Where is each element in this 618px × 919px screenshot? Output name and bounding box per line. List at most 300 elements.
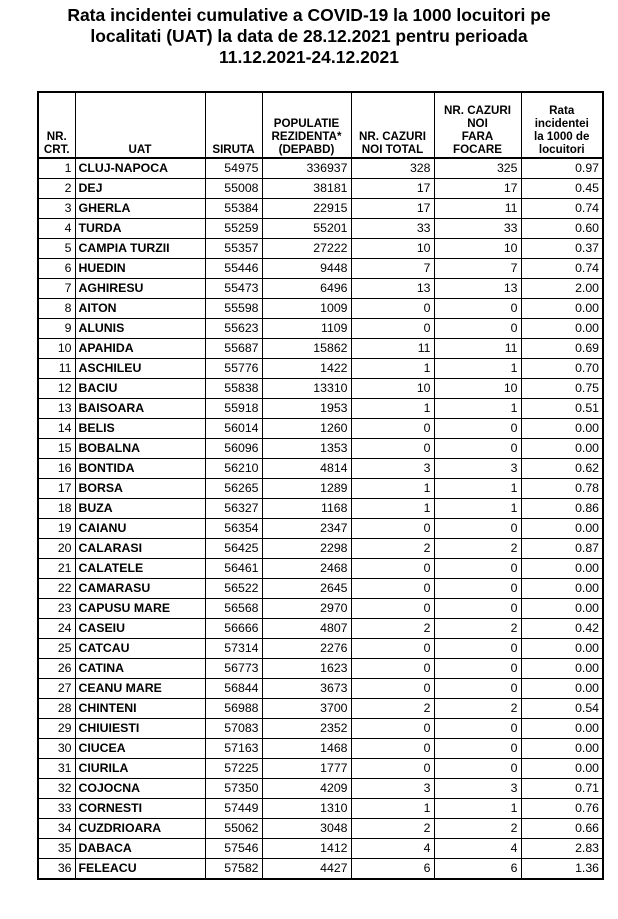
cell-cazuri-fara-focare: 2 (434, 619, 521, 639)
cell-cazuri-fara-focare: 10 (434, 379, 521, 399)
cell-nr-crt: 2 (38, 179, 75, 199)
cell-cazuri-total: 10 (351, 379, 434, 399)
cell-siruta: 56461 (205, 559, 262, 579)
cell-cazuri-fara-focare: 13 (434, 279, 521, 299)
cell-uat: GHERLA (75, 199, 205, 219)
table-row (38, 579, 603, 599)
cell-rata: 0.00 (521, 719, 603, 739)
cell-nr-crt: 25 (38, 639, 75, 659)
cell-rata: 0.00 (521, 639, 603, 659)
cell-cazuri-total: 4 (351, 839, 434, 859)
cell-cazuri-total: 10 (351, 239, 434, 259)
cell-nr-crt: 19 (38, 519, 75, 539)
cell-uat: CUZDRIOARA (75, 819, 205, 839)
cell-cazuri-fara-focare: 11 (434, 339, 521, 359)
cell-rata: 0.62 (521, 459, 603, 479)
cell-nr-crt: 33 (38, 799, 75, 819)
cell-cazuri-total: 2 (351, 619, 434, 639)
cell-cazuri-total: 7 (351, 259, 434, 279)
cell-siruta: 57163 (205, 739, 262, 759)
cell-rata: 0.00 (521, 439, 603, 459)
header-text-line: Rata (549, 104, 575, 117)
cell-uat: ASCHILEU (75, 359, 205, 379)
table-row (38, 379, 603, 399)
cell-uat: CAMPIA TURZII (75, 239, 205, 259)
table-body (38, 158, 603, 879)
cell-populatie: 6496 (262, 279, 351, 299)
header-rata (521, 92, 603, 158)
header-text-line: POPULATIE (273, 117, 340, 130)
cell-cazuri-total: 0 (351, 639, 434, 659)
cell-nr-crt: 14 (38, 419, 75, 439)
cell-populatie: 4209 (262, 779, 351, 799)
cell-rata: 0.74 (521, 199, 603, 219)
cell-rata: 0.66 (521, 819, 603, 839)
cell-nr-crt: 8 (38, 299, 75, 319)
cell-cazuri-total: 0 (351, 579, 434, 599)
cell-nr-crt: 23 (38, 599, 75, 619)
cell-cazuri-fara-focare: 0 (434, 439, 521, 459)
cell-uat: CAIANU (75, 519, 205, 539)
cell-rata: 0.00 (521, 419, 603, 439)
cell-cazuri-fara-focare: 1 (434, 799, 521, 819)
cell-cazuri-total: 11 (351, 339, 434, 359)
cell-nr-crt: 16 (38, 459, 75, 479)
cell-siruta: 55623 (205, 319, 262, 339)
cell-populatie: 4807 (262, 619, 351, 639)
cell-siruta: 55259 (205, 219, 262, 239)
table-row (38, 539, 603, 559)
cell-siruta: 56568 (205, 599, 262, 619)
cell-populatie: 2645 (262, 579, 351, 599)
table-row (38, 599, 603, 619)
cell-uat: BUZA (75, 499, 205, 519)
cell-nr-crt: 7 (38, 279, 75, 299)
cell-siruta: 55384 (205, 199, 262, 219)
cell-cazuri-fara-focare: 0 (434, 559, 521, 579)
cell-siruta: 56327 (205, 499, 262, 519)
cell-nr-crt: 6 (38, 259, 75, 279)
table-row (38, 279, 603, 299)
cell-populatie: 1422 (262, 359, 351, 379)
cell-rata: 2.83 (521, 839, 603, 859)
cell-cazuri-fara-focare: 0 (434, 759, 521, 779)
cell-cazuri-fara-focare: 0 (434, 719, 521, 739)
cell-siruta: 55598 (205, 299, 262, 319)
cell-nr-crt: 9 (38, 319, 75, 339)
header-text-line: incidentei (534, 117, 589, 130)
cell-rata: 0.60 (521, 219, 603, 239)
cell-rata: 0.00 (521, 559, 603, 579)
cell-cazuri-fara-focare: 3 (434, 459, 521, 479)
table-row (38, 459, 603, 479)
cell-cazuri-total: 2 (351, 819, 434, 839)
cell-siruta: 56354 (205, 519, 262, 539)
cell-nr-crt: 36 (38, 859, 75, 880)
cell-rata: 0.71 (521, 779, 603, 799)
header-cazuri-fara-focare (434, 92, 521, 158)
header-text-line: (DEPABD) (278, 143, 335, 156)
cell-nr-crt: 30 (38, 739, 75, 759)
header-siruta (205, 92, 262, 158)
cell-cazuri-fara-focare: 1 (434, 399, 521, 419)
cell-cazuri-total: 0 (351, 759, 434, 779)
cell-uat: CATCAU (75, 639, 205, 659)
cell-populatie: 38181 (262, 179, 351, 199)
table-row (38, 739, 603, 759)
cell-uat: BACIU (75, 379, 205, 399)
cell-rata: 0.78 (521, 479, 603, 499)
cell-uat: BONTIDA (75, 459, 205, 479)
cell-rata: 0.00 (521, 299, 603, 319)
cell-cazuri-fara-focare: 0 (434, 419, 521, 439)
cell-cazuri-fara-focare: 1 (434, 359, 521, 379)
cell-nr-crt: 21 (38, 559, 75, 579)
cell-nr-crt: 10 (38, 339, 75, 359)
cell-rata: 2.00 (521, 279, 603, 299)
cell-cazuri-total: 6 (351, 859, 434, 880)
table-row (38, 699, 603, 719)
cell-rata: 0.00 (521, 519, 603, 539)
cell-siruta: 57314 (205, 639, 262, 659)
header-text-line: la 1000 de (534, 130, 590, 143)
cell-nr-crt: 4 (38, 219, 75, 239)
table-row (38, 639, 603, 659)
cell-populatie: 4814 (262, 459, 351, 479)
table-row (38, 239, 603, 259)
cell-cazuri-fara-focare: 1 (434, 479, 521, 499)
table-row (38, 219, 603, 239)
cell-populatie: 2298 (262, 539, 351, 559)
cell-nr-crt: 18 (38, 499, 75, 519)
cell-cazuri-fara-focare: 3 (434, 779, 521, 799)
table-row (38, 659, 603, 679)
cell-rata: 0.00 (521, 739, 603, 759)
cell-siruta: 56666 (205, 619, 262, 639)
cell-nr-crt: 1 (38, 158, 75, 179)
cell-uat: CEANU MARE (75, 679, 205, 699)
cell-rata: 0.76 (521, 799, 603, 819)
cell-cazuri-total: 0 (351, 679, 434, 699)
table-row (38, 839, 603, 859)
cell-rata: 0.74 (521, 259, 603, 279)
cell-populatie: 1468 (262, 739, 351, 759)
cell-rata: 0.00 (521, 679, 603, 699)
table-row (38, 619, 603, 639)
cell-uat: HUEDIN (75, 259, 205, 279)
cell-siruta: 56096 (205, 439, 262, 459)
cell-cazuri-fara-focare: 0 (434, 659, 521, 679)
cell-rata: 1.36 (521, 859, 603, 880)
header-populatie (262, 92, 351, 158)
cell-nr-crt: 28 (38, 699, 75, 719)
cell-cazuri-fara-focare: 33 (434, 219, 521, 239)
cell-nr-crt: 17 (38, 479, 75, 499)
cell-cazuri-total: 33 (351, 219, 434, 239)
cell-uat: CALATELE (75, 559, 205, 579)
cell-nr-crt: 12 (38, 379, 75, 399)
cell-rata: 0.87 (521, 539, 603, 559)
cell-cazuri-fara-focare: 2 (434, 699, 521, 719)
cell-siruta: 56265 (205, 479, 262, 499)
cell-cazuri-fara-focare: 0 (434, 579, 521, 599)
table-row (38, 339, 603, 359)
cell-cazuri-fara-focare: 10 (434, 239, 521, 259)
cell-cazuri-total: 0 (351, 519, 434, 539)
cell-uat: COJOCNA (75, 779, 205, 799)
cell-populatie: 4427 (262, 859, 351, 880)
cell-cazuri-total: 0 (351, 659, 434, 679)
cell-populatie: 1412 (262, 839, 351, 859)
cell-cazuri-total: 0 (351, 719, 434, 739)
cell-cazuri-total: 17 (351, 179, 434, 199)
cell-uat: BAISOARA (75, 399, 205, 419)
table-row (38, 179, 603, 199)
table-row (38, 819, 603, 839)
cell-cazuri-total: 1 (351, 479, 434, 499)
cell-siruta: 56014 (205, 419, 262, 439)
table-row (38, 439, 603, 459)
cell-cazuri-fara-focare: 0 (434, 319, 521, 339)
title-line-1: Rata incidentei cumulative a COVID-19 la 1000 locuitori pe (67, 5, 551, 25)
cell-rata: 0.97 (521, 158, 603, 179)
cell-uat: BELIS (75, 419, 205, 439)
cell-uat: CIUCEA (75, 739, 205, 759)
cell-nr-crt: 27 (38, 679, 75, 699)
cell-cazuri-total: 2 (351, 539, 434, 559)
cell-uat: CHINTENI (75, 699, 205, 719)
cell-populatie: 336937 (262, 158, 351, 179)
header-nr-crt (38, 92, 75, 158)
cell-nr-crt: 13 (38, 399, 75, 419)
cell-cazuri-fara-focare: 0 (434, 299, 521, 319)
cell-cazuri-total: 2 (351, 699, 434, 719)
cell-siruta: 56773 (205, 659, 262, 679)
cell-uat: ALUNIS (75, 319, 205, 339)
cell-cazuri-total: 0 (351, 599, 434, 619)
cell-cazuri-fara-focare: 2 (434, 539, 521, 559)
cell-uat: AITON (75, 299, 205, 319)
cell-uat: FELEACU (75, 859, 205, 880)
cell-cazuri-total: 0 (351, 299, 434, 319)
header-text-line: CRT. (43, 143, 70, 156)
cell-rata: 0.37 (521, 239, 603, 259)
cell-populatie: 1777 (262, 759, 351, 779)
cell-populatie: 15862 (262, 339, 351, 359)
cell-rata: 0.00 (521, 319, 603, 339)
cell-uat: CASEIU (75, 619, 205, 639)
cell-cazuri-total: 0 (351, 559, 434, 579)
header-text-line: FARA (461, 130, 494, 143)
cell-uat: AGHIRESU (75, 279, 205, 299)
cell-cazuri-fara-focare: 325 (434, 158, 521, 179)
cell-cazuri-total: 17 (351, 199, 434, 219)
header-text-line: REZIDENTA* (271, 130, 342, 143)
cell-uat: BORSA (75, 479, 205, 499)
cell-rata: 0.00 (521, 759, 603, 779)
cell-populatie: 9448 (262, 259, 351, 279)
cell-populatie: 3700 (262, 699, 351, 719)
cell-siruta: 55473 (205, 279, 262, 299)
cell-cazuri-total: 3 (351, 459, 434, 479)
cell-populatie: 22915 (262, 199, 351, 219)
cell-siruta: 55062 (205, 819, 262, 839)
header-text-line: UAT (128, 143, 152, 156)
cell-cazuri-fara-focare: 1 (434, 499, 521, 519)
cell-cazuri-fara-focare: 0 (434, 639, 521, 659)
cell-uat: DEJ (75, 179, 205, 199)
cell-uat: CAPUSU MARE (75, 599, 205, 619)
cell-populatie: 2352 (262, 719, 351, 739)
cell-cazuri-fara-focare: 7 (434, 259, 521, 279)
cell-uat: CLUJ-NAPOCA (75, 158, 205, 179)
cell-populatie: 3673 (262, 679, 351, 699)
cell-rata: 0.45 (521, 179, 603, 199)
cell-uat: CAMARASU (75, 579, 205, 599)
table-row (38, 359, 603, 379)
cell-siruta: 56425 (205, 539, 262, 559)
cell-rata: 0.70 (521, 359, 603, 379)
document-title (0, 5, 618, 68)
table-row (38, 519, 603, 539)
cell-cazuri-total: 328 (351, 158, 434, 179)
cell-siruta: 57546 (205, 839, 262, 859)
cell-nr-crt: 3 (38, 199, 75, 219)
cell-nr-crt: 20 (38, 539, 75, 559)
cell-nr-crt: 22 (38, 579, 75, 599)
cell-populatie: 1310 (262, 799, 351, 819)
cell-populatie: 1953 (262, 399, 351, 419)
cell-nr-crt: 35 (38, 839, 75, 859)
cell-rata: 0.00 (521, 599, 603, 619)
cell-cazuri-fara-focare: 6 (434, 859, 521, 880)
cell-siruta: 54975 (205, 158, 262, 179)
cell-siruta: 57449 (205, 799, 262, 819)
cell-cazuri-fara-focare: 0 (434, 519, 521, 539)
table-row (38, 299, 603, 319)
cell-populatie: 1289 (262, 479, 351, 499)
cell-nr-crt: 24 (38, 619, 75, 639)
header-cazuri-total (351, 92, 434, 158)
cell-siruta: 55357 (205, 239, 262, 259)
cell-cazuri-fara-focare: 0 (434, 599, 521, 619)
cell-rata: 0.69 (521, 339, 603, 359)
cell-cazuri-total: 1 (351, 359, 434, 379)
header-text-line: NR. CAZURI (444, 104, 511, 117)
header-text-line: NOI TOTAL (361, 143, 424, 156)
table-row (38, 719, 603, 739)
header-text-line: NOI (467, 117, 488, 130)
header-text-line: NR. CAZURI (359, 130, 426, 143)
cell-siruta: 55918 (205, 399, 262, 419)
cell-nr-crt: 31 (38, 759, 75, 779)
table-row (38, 199, 603, 219)
cell-uat: CALARASI (75, 539, 205, 559)
cell-rata: 0.00 (521, 659, 603, 679)
table-row (38, 259, 603, 279)
cell-cazuri-total: 0 (351, 419, 434, 439)
header-text-line: locuitori (538, 143, 585, 156)
cell-rata: 0.75 (521, 379, 603, 399)
cell-cazuri-total: 1 (351, 399, 434, 419)
header-uat (75, 92, 205, 158)
cell-uat: CIURILA (75, 759, 205, 779)
cell-populatie: 1168 (262, 499, 351, 519)
cell-cazuri-total: 0 (351, 319, 434, 339)
cell-populatie: 2347 (262, 519, 351, 539)
header-text-line: FOCARE (453, 143, 502, 156)
cell-cazuri-fara-focare: 0 (434, 739, 521, 759)
cell-cazuri-fara-focare: 4 (434, 839, 521, 859)
cell-uat: CATINA (75, 659, 205, 679)
cell-rata: 0.86 (521, 499, 603, 519)
cell-siruta: 55776 (205, 359, 262, 379)
cell-uat: CORNESTI (75, 799, 205, 819)
cell-nr-crt: 29 (38, 719, 75, 739)
cell-uat: CHIUIESTI (75, 719, 205, 739)
cell-rata: 0.54 (521, 699, 603, 719)
cell-siruta: 55008 (205, 179, 262, 199)
cell-cazuri-total: 13 (351, 279, 434, 299)
cell-siruta: 57582 (205, 859, 262, 880)
cell-populatie: 1260 (262, 419, 351, 439)
incidence-table (37, 91, 604, 880)
cell-cazuri-total: 0 (351, 739, 434, 759)
cell-populatie: 1623 (262, 659, 351, 679)
cell-siruta: 57083 (205, 719, 262, 739)
cell-uat: DABACA (75, 839, 205, 859)
cell-populatie: 2276 (262, 639, 351, 659)
cell-siruta: 57350 (205, 779, 262, 799)
table-row (38, 859, 603, 880)
cell-siruta: 55446 (205, 259, 262, 279)
table-row (38, 499, 603, 519)
table-row (38, 158, 603, 179)
cell-nr-crt: 5 (38, 239, 75, 259)
title-line-3: 11.12.2021-24.12.2021 (218, 47, 400, 67)
cell-populatie: 1109 (262, 319, 351, 339)
cell-uat: BOBALNA (75, 439, 205, 459)
cell-nr-crt: 34 (38, 819, 75, 839)
table-row (38, 679, 603, 699)
cell-uat: TURDA (75, 219, 205, 239)
cell-cazuri-total: 1 (351, 799, 434, 819)
cell-populatie: 3048 (262, 819, 351, 839)
header-text-line: SIRUTA (212, 143, 255, 156)
cell-populatie: 2468 (262, 559, 351, 579)
table-header-row (38, 92, 603, 158)
cell-nr-crt: 11 (38, 359, 75, 379)
table-row (38, 759, 603, 779)
cell-nr-crt: 26 (38, 659, 75, 679)
cell-siruta: 56844 (205, 679, 262, 699)
cell-rata: 0.42 (521, 619, 603, 639)
cell-rata: 0.51 (521, 399, 603, 419)
cell-cazuri-total: 3 (351, 779, 434, 799)
cell-siruta: 57225 (205, 759, 262, 779)
table-row (38, 559, 603, 579)
cell-siruta: 55838 (205, 379, 262, 399)
cell-cazuri-fara-focare: 11 (434, 199, 521, 219)
cell-populatie: 55201 (262, 219, 351, 239)
cell-cazuri-total: 0 (351, 439, 434, 459)
cell-cazuri-fara-focare: 17 (434, 179, 521, 199)
cell-populatie: 1353 (262, 439, 351, 459)
cell-populatie: 27222 (262, 239, 351, 259)
cell-cazuri-fara-focare: 2 (434, 819, 521, 839)
cell-siruta: 56988 (205, 699, 262, 719)
cell-siruta: 56522 (205, 579, 262, 599)
